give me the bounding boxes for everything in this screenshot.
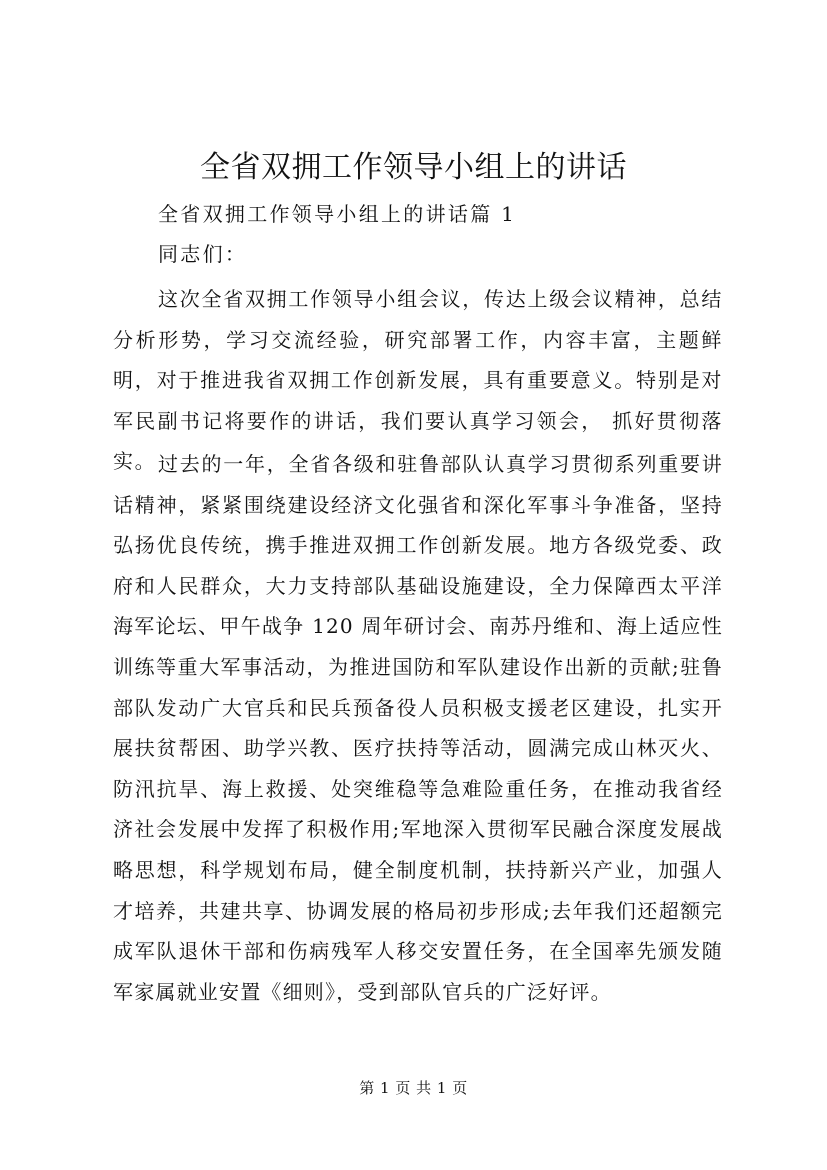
page-footer: 第 1 页 共 1 页 xyxy=(359,1079,468,1097)
body-paragraph: 过去的一年，全省各级和驻鲁部队认真学习贯彻系列重要讲话精神，紧紧围绕建设经济文化强省和深化军事斗争准备，坚持弘扬优良传统，携手推进双拥工作创新发展。地方各级党委、政府和人民群众，大力支持部队基础设施建设，全力保障西太平洋海军论坛、甲午战争 120 周年研讨会、南苏丹维和、海上适应性训练等重大军事活动，为推进国防和军队建设作出新的贡献;驻鲁部队发动广大官兵和民兵预备役人员积极支援老区建设，扎实开展扶贫帮困、助学兴教、医疗扶持等活动，圆满完成山林灭火、防汛抗旱、海上救援、处突维稳等急难险重任务，在推动我省经济社会发展中发挥了积极作用;军地深入贯彻军民融合深度发展战略思想，科学规划布局，健全制度机制，扶持新兴产业，加强人才培养，共建共享、协调发展的格局初步形成;去年我们还超额完成军队退休干部和伤病残军人移交安置任务，在全国率先颁发随军家属就业安置《细则》，受到部队官兵的广泛好评。 xyxy=(113,452,723,1004)
body-paragraph: 这次全省双拥工作领导小组会议，传达上级会议精神，总结分析形势，学习交流经验，研究部署工作，内容丰富，主题鲜明，对于推进我省双拥工作创新发展，具有重要意义。特别是对军民副书记将要作的讲话，我们要认真学习领会， 抓好贯彻落实。 xyxy=(113,287,723,474)
document-subtitle: 全省双拥工作领导小组上的讲话篇 1 xyxy=(158,202,517,226)
greeting: 同志们： xyxy=(158,242,248,266)
document-title: 全省双拥工作领导小组上的讲话 xyxy=(200,150,627,185)
